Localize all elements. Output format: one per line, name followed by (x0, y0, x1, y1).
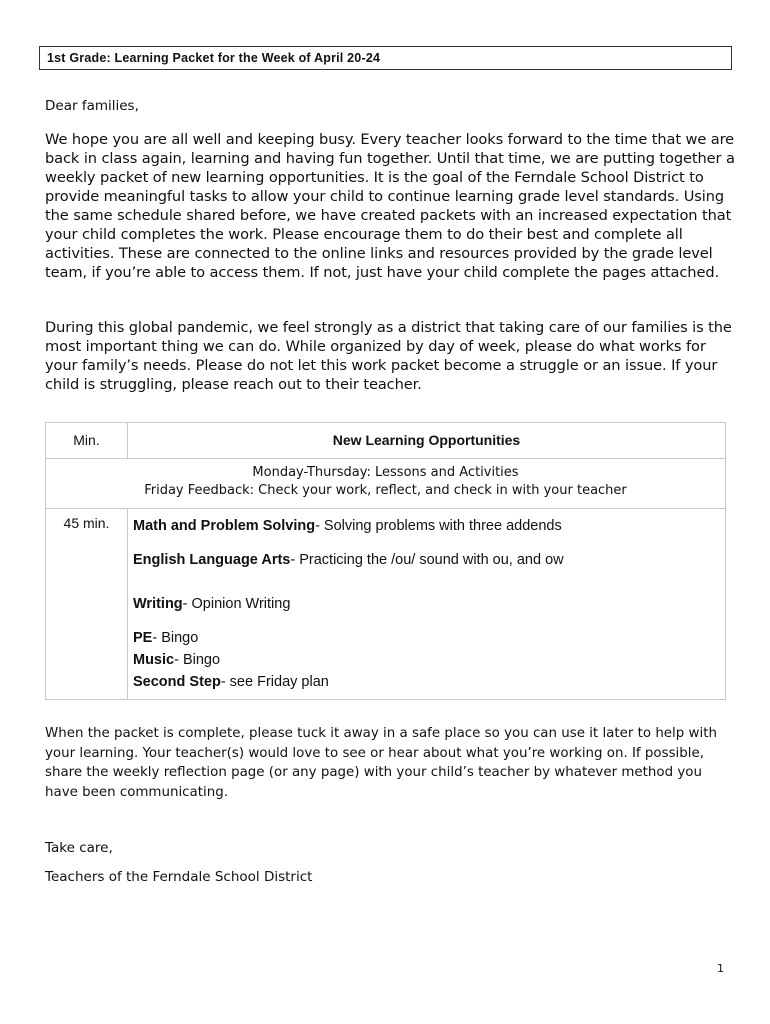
column-header-minutes: Min. (46, 423, 128, 459)
schedule-friday: Friday Feedback: Check your work, reflect, and check in with your teacher (144, 483, 627, 498)
subject-name: Music (133, 652, 175, 668)
subject-second-step (133, 671, 725, 693)
page-title: 1st Grade: Learning Packet for the Week of April 20-24 (39, 46, 732, 70)
subject-ela (133, 549, 725, 571)
subjects-cell (128, 509, 726, 700)
subject-math (133, 515, 725, 537)
subject-desc: - Opinion Writing (182, 596, 291, 612)
subject-name: Math and Problem Solving (133, 518, 316, 534)
table-header-row (46, 423, 726, 459)
subject-desc: - see Friday plan (220, 674, 329, 690)
take-care: Take care, (45, 840, 113, 856)
subject-pe (133, 627, 725, 649)
subject-desc: - Solving problems with three addends (315, 518, 562, 534)
schedule-weekdays: Monday-Thursday: Lessons and Activities (252, 465, 519, 480)
column-header-opportunities: New Learning Opportunities (128, 423, 726, 459)
subject-desc: - Bingo (174, 652, 221, 668)
page-number: 1 (717, 962, 724, 975)
signoff: Teachers of the Ferndale School District (45, 869, 313, 885)
minutes-cell: 45 min. (46, 509, 128, 700)
subject-name: Writing (133, 596, 183, 612)
subject-name: PE (133, 630, 153, 646)
pandemic-paragraph: During this global pandemic, we feel strongly as a district that taking care of our families is the most important thing we can do. While organized by day of week, please do what works for your family’s needs. Please do not let this work packet become a struggle or an issue. If your child is struggling, please reach out to their teacher. (45, 319, 732, 393)
subject-desc: - Practicing the /ou/ sound with ou, and ow (290, 552, 564, 568)
subject-music (133, 649, 725, 671)
subject-name: Second Step (133, 674, 221, 690)
closing-paragraph: When the packet is complete, please tuck it away in a safe place so you can use it later to help with your learning. Your teacher(s) would love to see or hear about what you’re working on. If possible, share the weekly reflection page (or any page) with your child’s teacher by whatever method you have been communicating. (45, 726, 717, 800)
salutation: Dear families, (45, 98, 139, 114)
learning-schedule-table (45, 422, 726, 700)
subject-name: English Language Arts (133, 552, 291, 568)
table-row (46, 509, 726, 700)
schedule-row (46, 459, 726, 509)
schedule-cell (46, 459, 726, 509)
subject-desc: - Bingo (152, 630, 199, 646)
subject-writing (133, 593, 725, 615)
intro-paragraph: We hope you are all well and keeping busy. Every teacher looks forward to the time that we are back in class again, learning and having fun together. Until that time, we are putting together a weekly packet of new learning opportunities. It is the goal of the Ferndale School District to provide meaningful tasks to allow your child to continue learning grade level standards. Using the same schedule shared before, we have created packets with an increased expectation that your child completes the work. Please encourage them to do their best and complete all activities. These are connected to the online links and resources provided by the grade level team, if you’re able to access them. If not, just have your child complete the pages attached. (45, 131, 735, 281)
